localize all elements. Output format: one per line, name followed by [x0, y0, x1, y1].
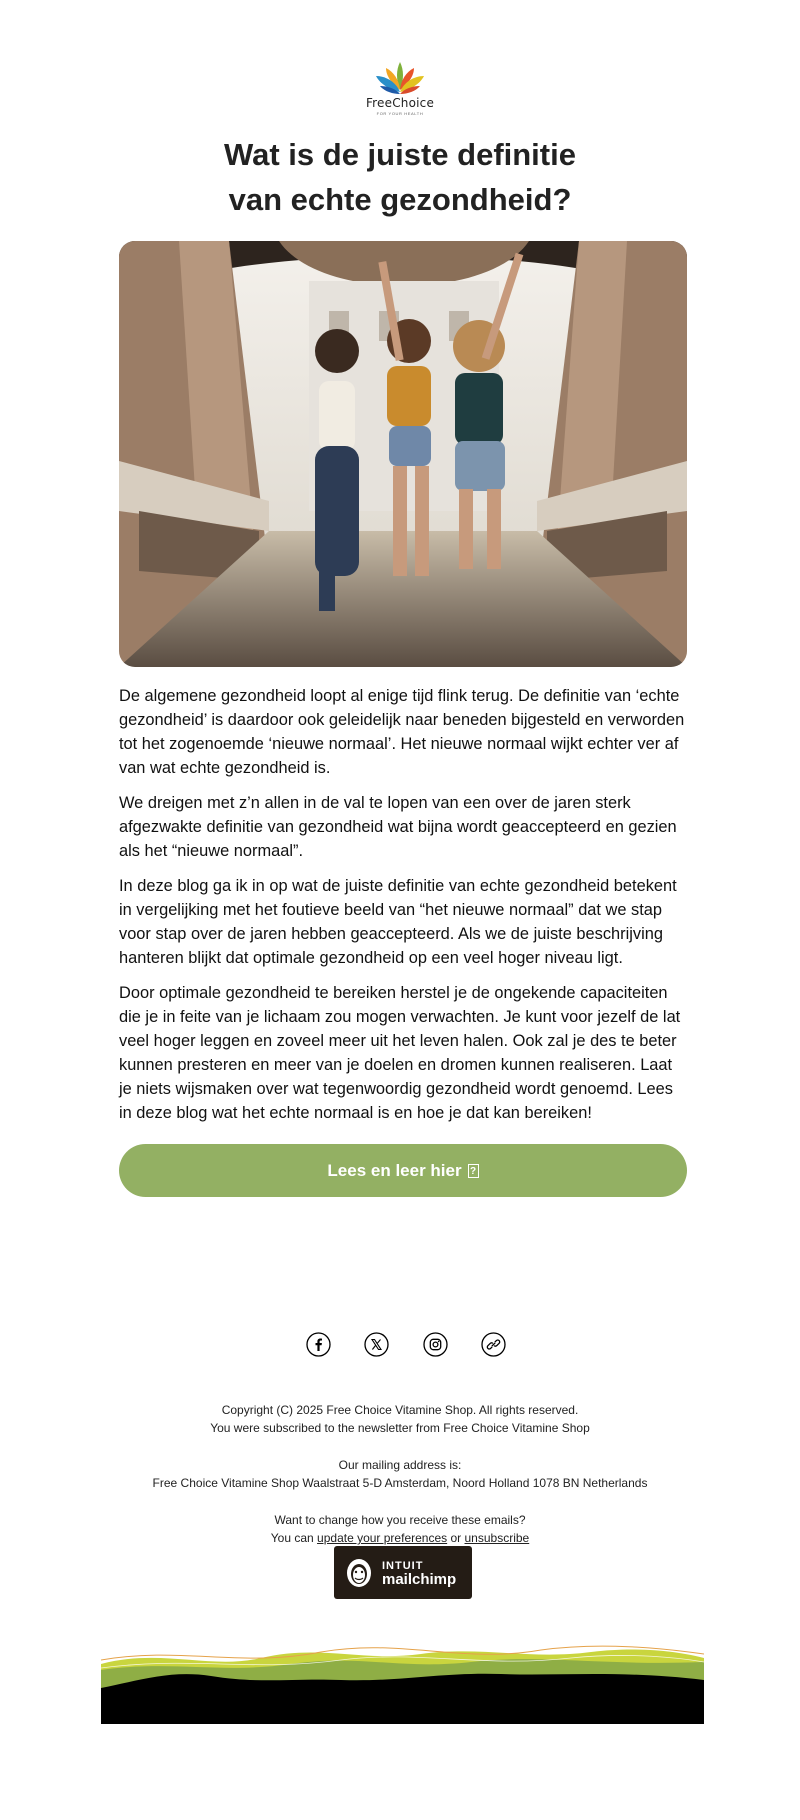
intuit-text: INTUIT [382, 1559, 424, 1572]
brand-logo[interactable] [360, 58, 440, 120]
paragraph: In deze blog ga ik in op wat de juiste definitie van echte gezondheid betekent in vergelijking met het foutieve beeld van “het nieuwe normaal” dat we stap voor stap over de jaren hebben geaccepteerd. Als we de juiste beschrijving hanteren blijkt dat optimale gezondheid op een veel hoger niveau ligt. [119, 877, 677, 967]
email-footer [120, 1401, 680, 1547]
mailchimp-badge[interactable] [334, 1546, 472, 1599]
copyright-text: Copyright (C) 2025 Free Choice Vitamine Shop. All rights reserved. [221, 1403, 579, 1417]
read-more-label: Lees en leer hier [327, 1160, 462, 1180]
article-title [120, 132, 680, 222]
instagram-icon[interactable] [423, 1332, 448, 1357]
link-icon[interactable] [481, 1332, 506, 1357]
title-line-1: Wat is de juiste definitie [224, 137, 576, 172]
update-preferences-link[interactable]: update your preferences [317, 1531, 448, 1545]
unsubscribe-link[interactable]: unsubscribe [464, 1531, 530, 1545]
hero-image [119, 241, 687, 667]
freddie-icon [344, 1556, 374, 1590]
you-can-text: You can [270, 1531, 314, 1545]
preferences-line [120, 1529, 680, 1547]
read-more-button[interactable] [119, 1144, 687, 1197]
or-text: or [450, 1531, 462, 1545]
paragraph: De algemene gezondheid loopt al enige tijd flink terug. De definitie van ‘echte gezondheid’ is daardoor ook geleidelijk naar beneden bijgesteld en verworden tot het zogenoemde ‘nieuwe normaal’. Het nieuwe normaal wijkt echter ver af van wat echte gezondheid is. [119, 687, 685, 777]
decorative-wave-banner [101, 1640, 704, 1724]
mailchimp-wordmark [382, 1559, 456, 1587]
social-links [306, 1332, 506, 1360]
mailing-address: Free Choice Vitamine Shop Waalstraat 5-D Amsterdam, Noord Holland 1078 BN Netherlands [152, 1476, 648, 1490]
subscribed-text: You were subscribed to the newsletter from Free Choice Vitamine Shop [210, 1421, 590, 1435]
mailchimp-text: mailchimp [382, 1570, 457, 1588]
paragraph: We dreigen met z’n allen in de val te lopen van een over de jaren sterk afgezwakte definitie van gezondheid wat bijna wordt geaccepteerd en gezien als het “nieuwe normaal”. [119, 794, 677, 860]
title-line-2: van echte gezondheid? [228, 182, 572, 217]
change-question: Want to change how you receive these emails? [274, 1513, 526, 1527]
lotus-icon [374, 58, 426, 98]
article-body [119, 684, 687, 1136]
paragraph: Door optimale gezondheid te bereiken herstel je de ongekende capaciteiten die je in feite van je lichaam zou mogen verwachten. Je kunt voor jezelf de lat veel hoger leggen en zoveel meer uit het leven halen. Ook zal je des te beter kunnen presteren en meer van je doelen en dromen kunnen realiseren. Laat je niets wijsmaken over wat tegenwoordig gezondheid wordt genoemd. Lees in deze blog wat het echte normaal is en hoe je dat kan bereiken! [119, 984, 681, 1122]
mailing-label: Our mailing address is: [338, 1458, 462, 1472]
brand-name: FreeChoice [365, 96, 435, 110]
facebook-icon[interactable] [306, 1332, 331, 1357]
x-icon[interactable] [364, 1332, 389, 1357]
brand-tagline: FOR YOUR HEALTH [376, 111, 424, 116]
missing-glyph-icon: ? [468, 1164, 479, 1178]
